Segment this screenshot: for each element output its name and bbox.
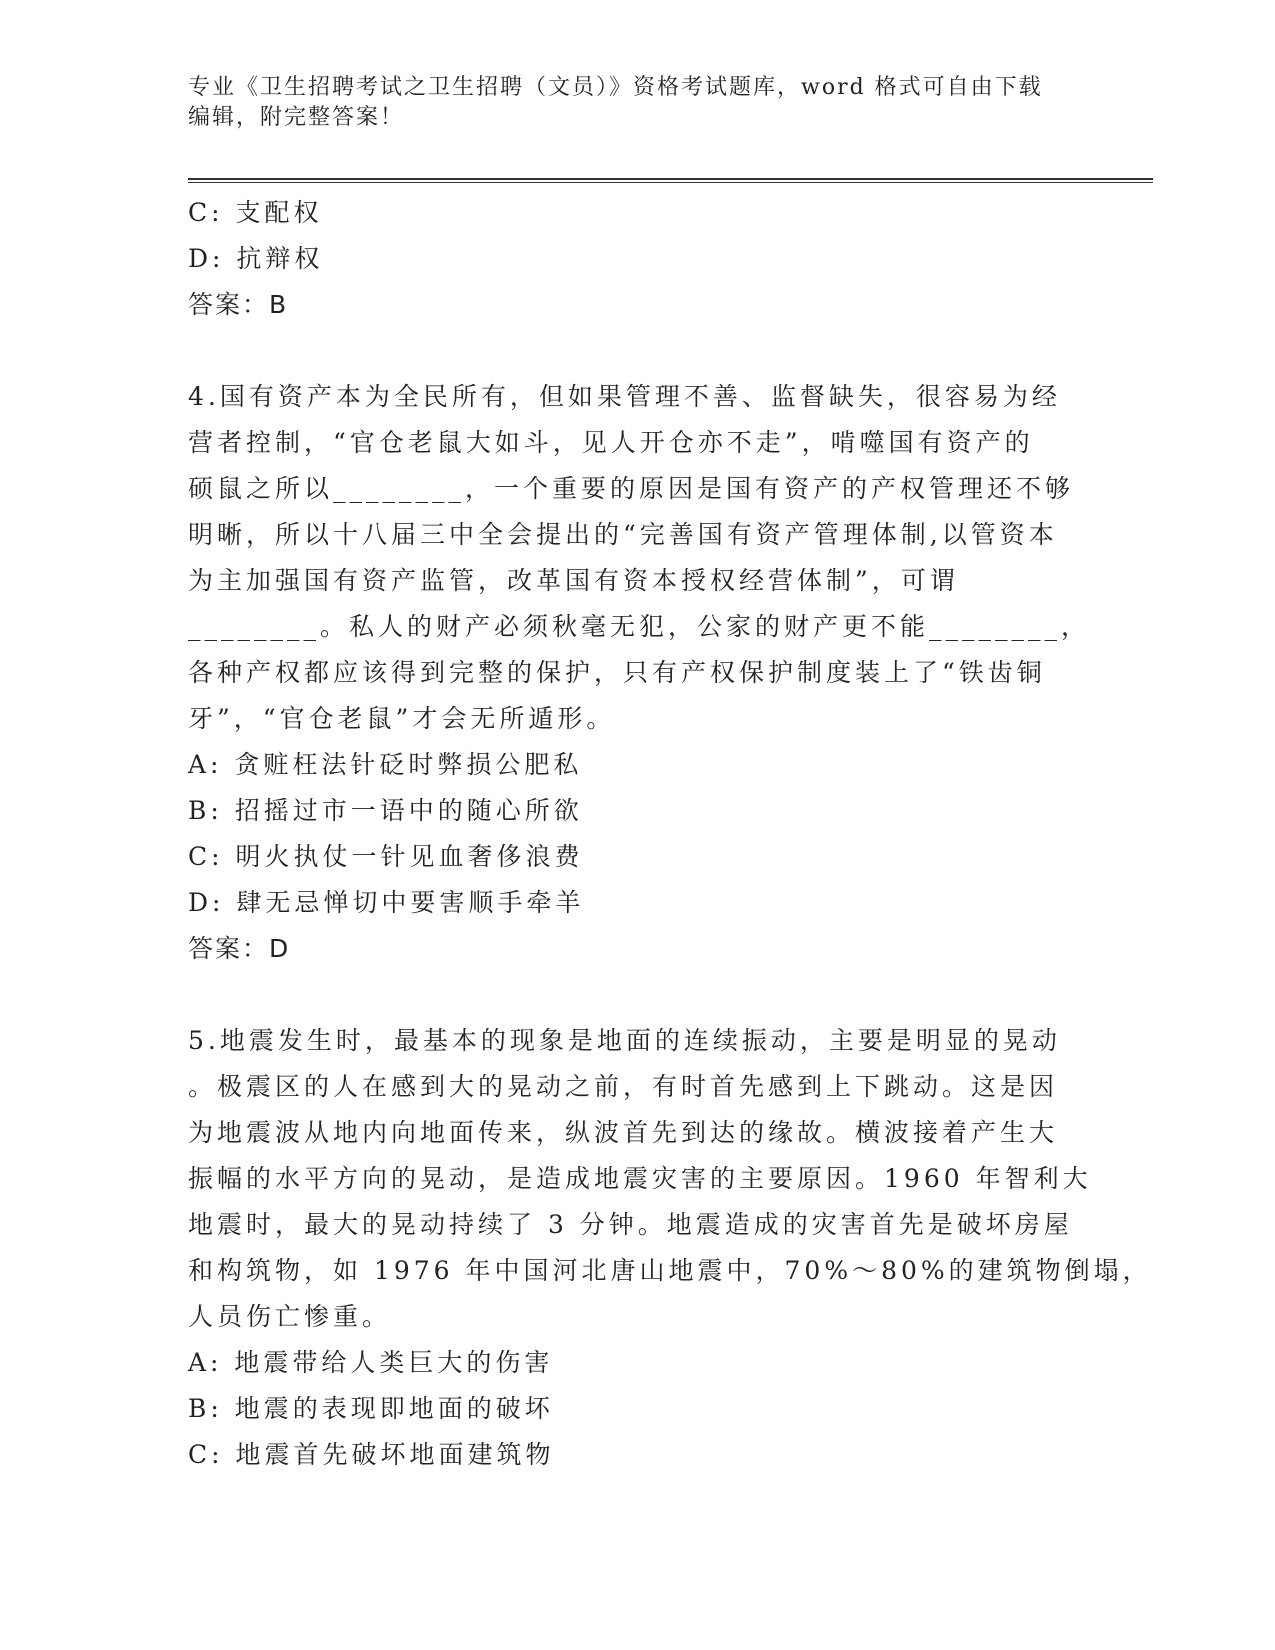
question-4-line: 各种产权都应该得到完整的保护，只有产权保护制度装上了“铁齿铜 [188,658,1046,687]
spacer [188,328,1088,374]
question-4-line: 牙”，“官仓老鼠”才会无所遁形。 [188,704,616,733]
header-line-1: 专业《卫生招聘考试之卫生招聘（文员）》资格考试题库，word 格式可自由下载 [188,75,1043,100]
question-4-line: 明晰，所以十八届三中全会提出的“完善国有资产管理体制,以管资本 [188,520,1058,549]
question-5-line: 振幅的水平方向的晃动，是造成地震灾害的主要原因。1960 年智利大 [188,1164,1092,1193]
question-5-option-c: C: 地震首先破坏地面建筑物 [188,1440,555,1469]
question-4-line: 营者控制，“官仓老鼠大如斗，见人开仓亦不走”，啃噬国有资产的 [188,428,1034,457]
question-5-option-b: B: 地震的表现即地面的破坏 [188,1394,554,1423]
question-4-line: ________。私人的财产必须秋毫无犯，公家的财产更不能________， [188,612,1091,641]
question-4-option-b: B: 招摇过市一语中的随心所欲 [188,796,583,825]
question-5-line: 5.地震发生时，最基本的现象是地面的连续振动，主要是明显的晃动 [188,1026,1061,1055]
question-4-option-c: C: 明火执仗一针见血奢侈浪费 [188,842,584,871]
question-4-line: 为主加强国有资产监管，改革国有资本授权经营体制”，可谓 [188,566,959,595]
question-4-option-d: D: 肆无忌惮切中要害顺手牵羊 [188,888,585,917]
question-5-option-a: A: 地震带给人类巨大的伤害 [188,1348,554,1377]
page-header [188,73,1088,133]
question-5-line: 人员伤亡惨重。 [188,1302,392,1331]
prev-option-d: D: 抗辩权 [188,244,324,273]
prev-option-c: C: 支配权 [188,198,323,227]
spacer [188,972,1088,1018]
header-line-2: 编辑，附完整答案！ [188,105,405,130]
question-4-option-a: A: 贪赃枉法针砭时弊损公肥私 [188,750,583,779]
question-4-line: 硕鼠之所以________，一个重要的原因是国有资产的产权管理还不够 [188,474,1075,503]
document-body [188,190,1152,1478]
question-5-line: 。极震区的人在感到大的晃动之前，有时首先感到上下跳动。这是因 [188,1072,1059,1101]
header-divider-thick [188,178,1153,180]
question-4-line: 4.国有资产本为全民所有，但如果管理不善、监督缺失，很容易为经 [188,382,1061,411]
header-divider-thin [188,182,1153,183]
question-4-answer: 答案：D [188,934,291,963]
question-5-line: 地震时，最大的晃动持续了 3 分钟。地震造成的灾害首先是破坏房屋 [188,1210,1073,1239]
question-4 [188,374,1091,972]
prev-answer: 答案：B [188,290,289,319]
question-5 [188,1018,1152,1478]
question-5-line: 为地震波从地内向地面传来，纵波首先到达的缘故。横波接着产生大 [188,1118,1059,1147]
question-5-line: 和构筑物，如 1976 年中国河北唐山地震中，70%～80%的建筑物倒塌， [188,1256,1152,1285]
